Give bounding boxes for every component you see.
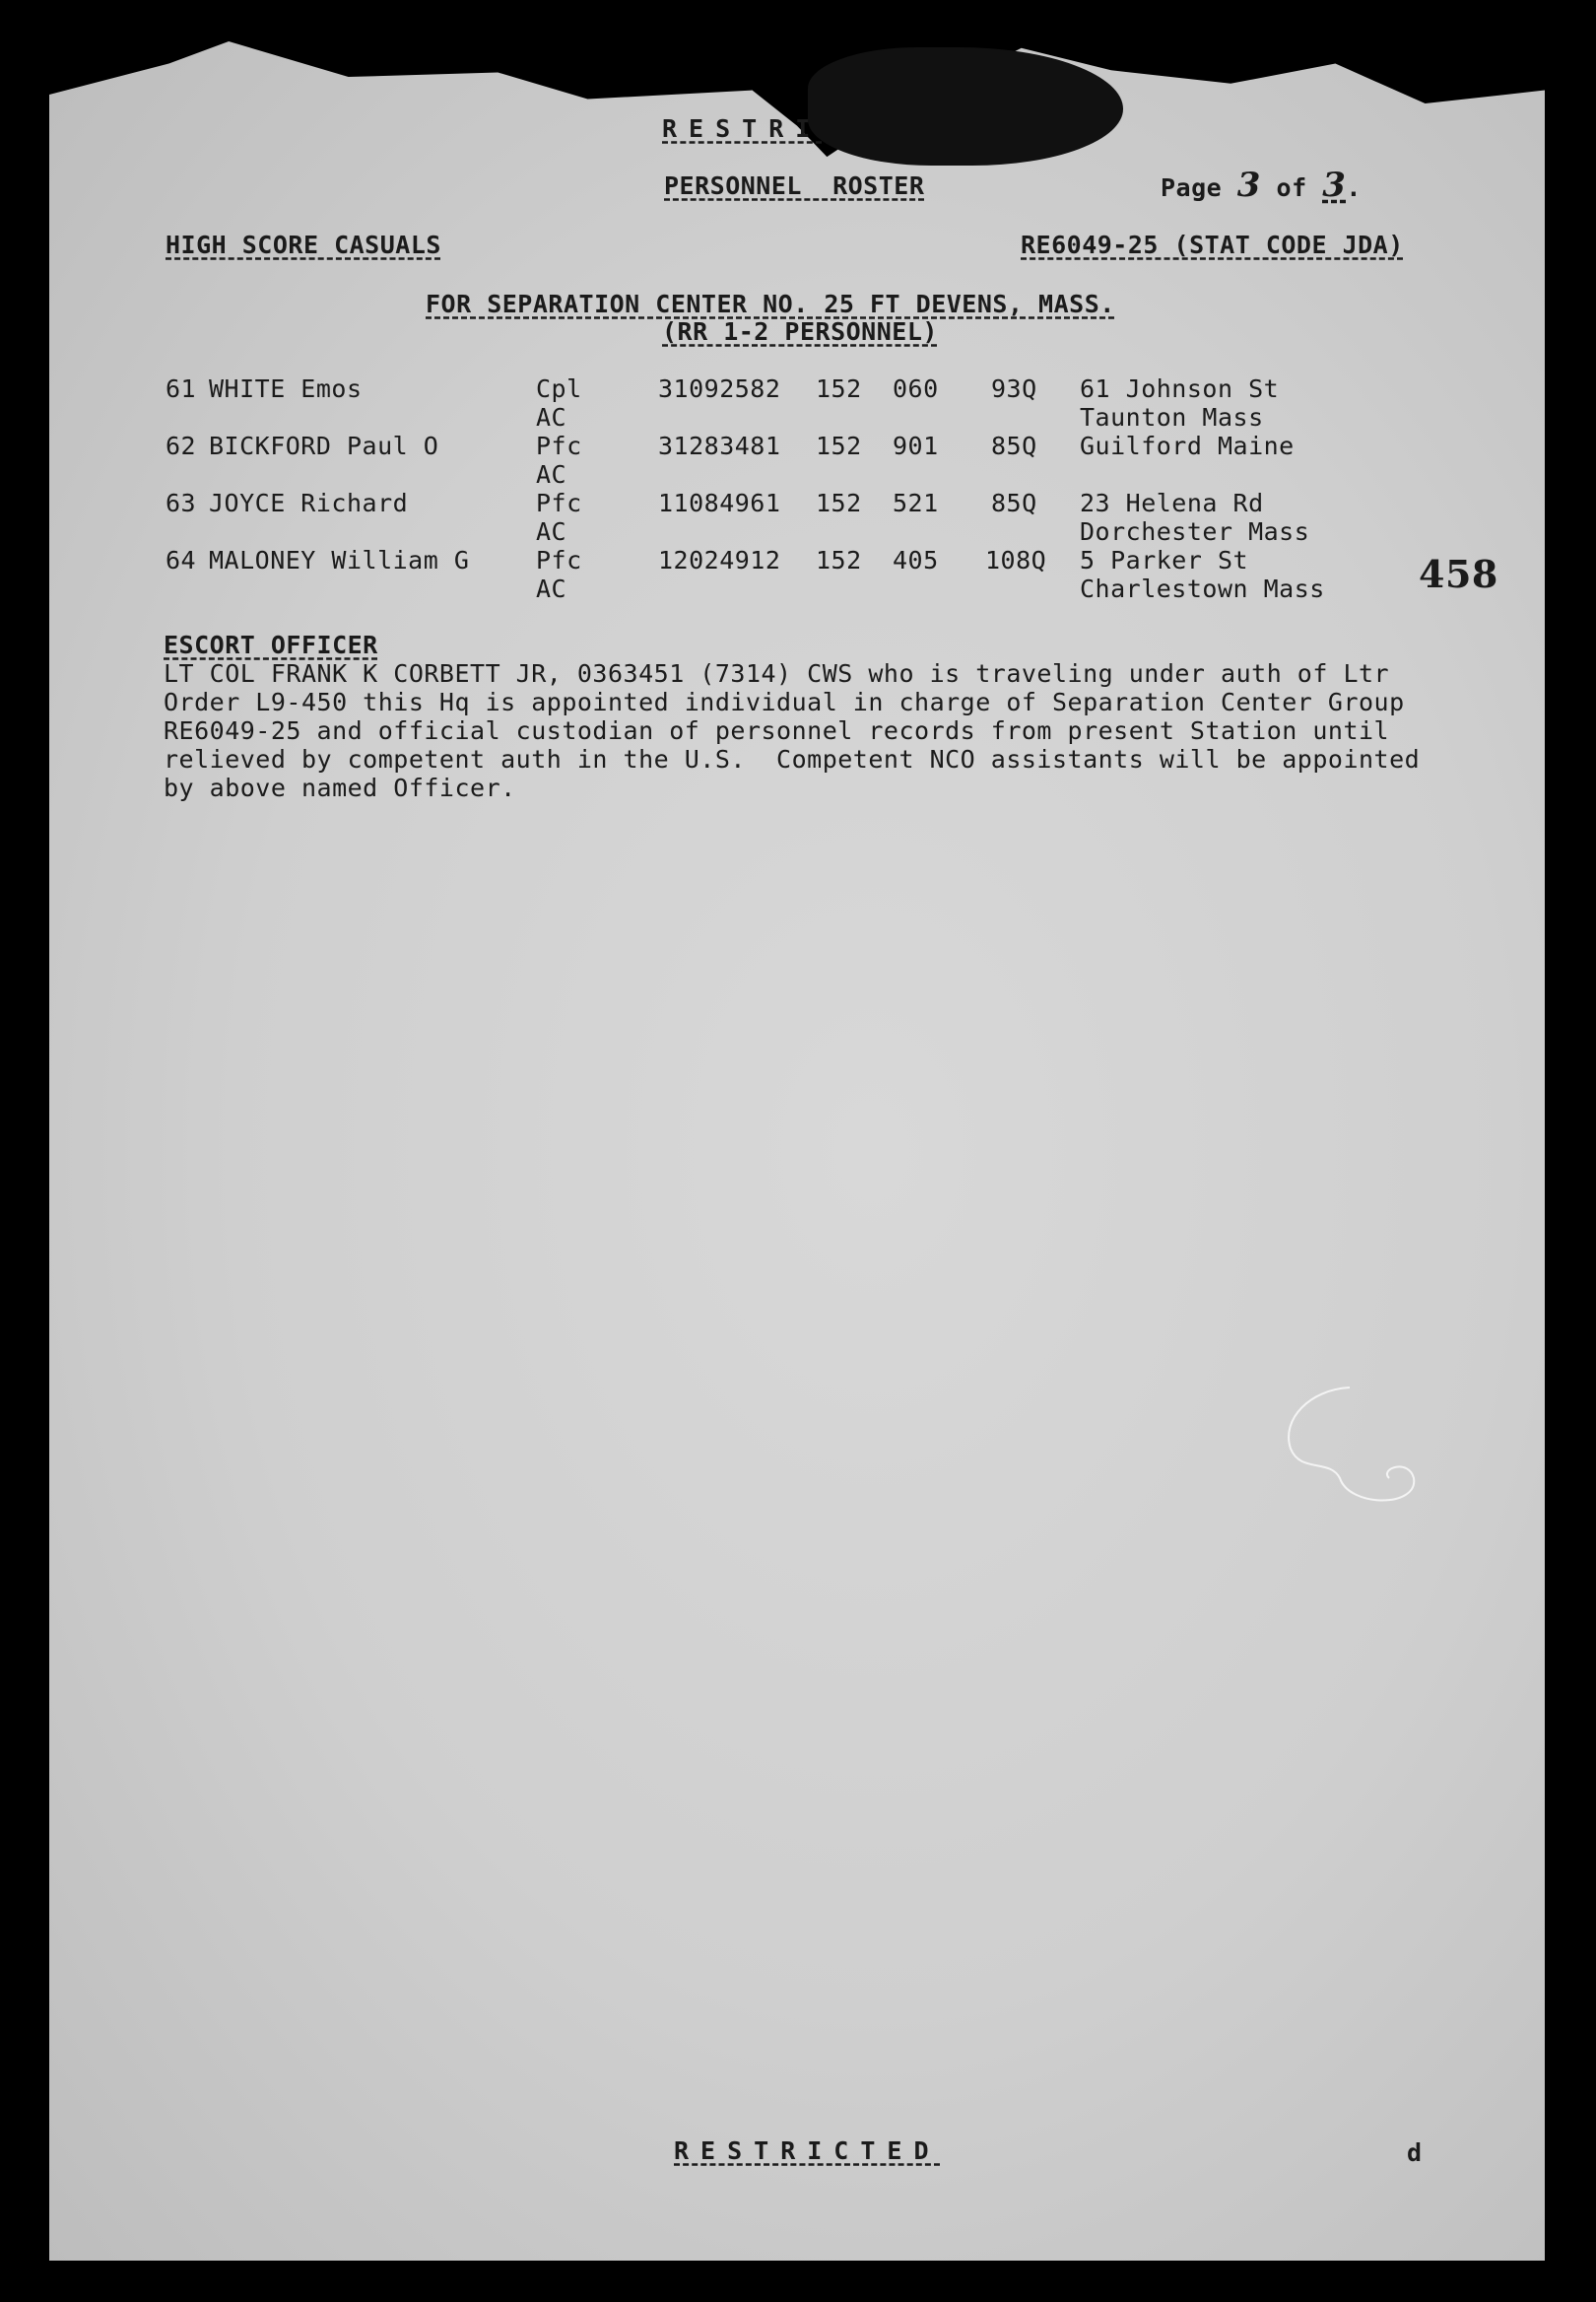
row-address-1: 61 Johnson St: [1080, 374, 1280, 403]
row-address-2: Charlestown Mass: [1080, 575, 1325, 603]
row-name: JOYCE Richard: [209, 489, 409, 517]
row-score: 93Q: [991, 374, 1037, 403]
escort-line: Order L9-450 this Hq is appointed individual in charge of Separation Center Group: [164, 688, 1405, 716]
row-branch: AC: [536, 403, 567, 432]
row-serial: 31092582: [658, 374, 781, 403]
page-label: Page: [1161, 173, 1223, 202]
row-number: 62: [166, 432, 197, 460]
row-name: BICKFORD Paul O: [209, 432, 439, 460]
row-serial: 31283481: [658, 432, 781, 460]
row-rank: Pfc: [536, 489, 582, 517]
row-address-2: Dorchester Mass: [1080, 517, 1310, 546]
row-code1: 152: [816, 489, 862, 517]
restricted-footer: RESTRICTED: [674, 2136, 941, 2165]
page-of-label: of: [1276, 173, 1307, 202]
row-code1: 152: [816, 432, 862, 460]
escort-line: LT COL FRANK K CORBETT JR, 0363451 (7314) CWS who is traveling under auth of Ltr: [164, 659, 1390, 688]
row-number: 61: [166, 374, 197, 403]
row-rank: Pfc: [536, 432, 582, 460]
restricted-header: RESTRI: [662, 114, 823, 143]
row-address-1: 5 Parker St: [1080, 546, 1249, 575]
row-address-1: Guilford Maine: [1080, 432, 1295, 460]
group-code-title: RE6049-25 (STAT CODE JDA): [1021, 231, 1404, 259]
row-code2: 060: [893, 374, 939, 403]
separation-center-line: FOR SEPARATION CENTER NO. 25 FT DEVENS, MASS.: [426, 290, 1115, 318]
personnel-roster-title: PERSONNEL ROSTER: [664, 171, 925, 200]
row-code2: 405: [893, 546, 939, 575]
row-code1: 152: [816, 546, 862, 575]
row-rank: Cpl: [536, 374, 582, 403]
row-code1: 152: [816, 374, 862, 403]
personnel-sub-line: (RR 1-2 PERSONNEL): [662, 317, 938, 346]
page-mark: d: [1407, 2138, 1423, 2167]
high-score-casuals-title: HIGH SCORE CASUALS: [166, 231, 441, 259]
row-score: 85Q: [991, 432, 1037, 460]
row-branch: AC: [536, 460, 567, 489]
escort-officer-heading: ESCORT OFFICER: [164, 631, 378, 659]
row-branch: AC: [536, 517, 567, 546]
torn-edge: [808, 47, 1123, 166]
pencil-scribble: [1271, 1380, 1429, 1518]
row-score: 108Q: [985, 546, 1047, 575]
row-code2: 521: [893, 489, 939, 517]
row-address-2: Taunton Mass: [1080, 403, 1264, 432]
escort-line: RE6049-25 and official custodian of personnel records from present Station until: [164, 716, 1390, 745]
row-branch: AC: [536, 575, 567, 603]
row-name: WHITE Emos: [209, 374, 363, 403]
page-indicator: Page 3 of 3.: [1161, 166, 1362, 205]
row-rank: Pfc: [536, 546, 582, 575]
row-number: 64: [166, 546, 197, 575]
row-serial: 11084961: [658, 489, 781, 517]
page-number: 3: [1236, 166, 1261, 205]
page-total: 3: [1322, 166, 1347, 205]
row-number: 63: [166, 489, 197, 517]
row-serial: 12024912: [658, 546, 781, 575]
row-address-1: 23 Helena Rd: [1080, 489, 1264, 517]
row-score: 85Q: [991, 489, 1037, 517]
escort-line: relieved by competent auth in the U.S. Competent NCO assistants will be appointed: [164, 745, 1421, 774]
row-code2: 901: [893, 432, 939, 460]
escort-line: by above named Officer.: [164, 774, 516, 802]
stamped-number: 458: [1419, 552, 1498, 596]
row-name: MALONEY William G: [209, 546, 470, 575]
